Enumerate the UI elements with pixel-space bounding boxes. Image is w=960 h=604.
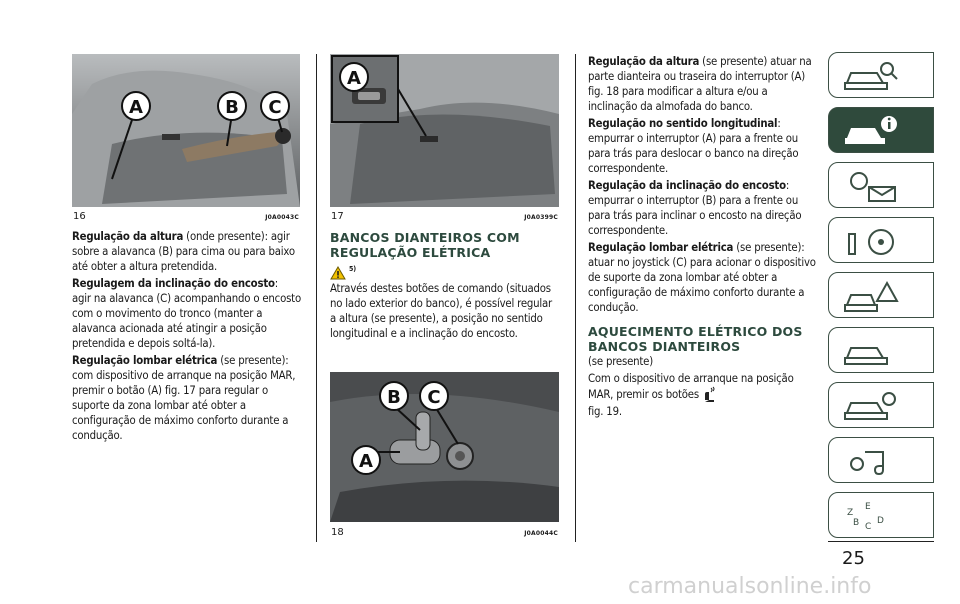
tab-chapter-5[interactable] (828, 272, 934, 318)
svg-text:E: E (865, 502, 871, 512)
figure-code: J0A0399C (524, 214, 558, 221)
car-search-icon (843, 59, 899, 93)
column-divider-1 (316, 54, 317, 542)
index-abcde-icon (843, 499, 899, 533)
steering-seat-icon (843, 224, 899, 258)
svg-text:B: B (387, 387, 401, 408)
figure-number: 17 (331, 211, 344, 222)
label-badge-a (352, 446, 380, 474)
figure-17-labels (330, 54, 559, 207)
car-info-icon (843, 114, 899, 148)
svg-text:C: C (865, 522, 872, 532)
paragraph-electric-backrest: Regulação da inclinação do encosto: empurrar o interruptor (B) para a frente ou para trás para inclinar o encosto na direção correspondente. (588, 179, 802, 237)
column-1-text (72, 229, 304, 445)
paragraph-longitudinal: Regulação no sentido longitudinal: empurrar o interruptor (A) para a frente ou para trás para deslocar o banco na direção correspondente. (588, 117, 799, 175)
car-settings-icon (843, 389, 899, 423)
paragraph-backrest: Regulagem da inclinação do encosto: agir na alavanca (C) acompanhando o encosto com o movimento do tronco (manter a alavanca acionada até atingir a posição pretendida e depois soltá-la). (72, 277, 301, 350)
label-badge-c (420, 382, 448, 410)
section-heading-seat-heating: AQUECIMENTO ELÉTRICO DOS BANCOS DIANTEIROS (588, 324, 803, 354)
tab-chapter-4[interactable] (828, 217, 934, 263)
label-badge-a (122, 92, 150, 120)
tab-chapter-9[interactable] (828, 492, 934, 538)
watermark: carmanualsonline.info (628, 574, 872, 599)
figure-code: J0A0044C (524, 530, 558, 537)
section-heading-electric-seats: BANCOS DIANTEIROS COM REGULAÇÃO ELÉTRICA (330, 230, 520, 260)
svg-text:A: A (347, 68, 361, 89)
seat-heater-icon (702, 386, 716, 404)
paragraph-electric-intro: Através destes botões de comando (situados no lado exterior do banco), é possível regular a altura (se presente), a posição no sentido longitudinal e a inclinação do encosto. (330, 282, 552, 340)
column-3-text (588, 54, 816, 421)
figure-number: 16 (73, 211, 86, 222)
figure-16-caption (73, 211, 299, 222)
warning-lights-icon (843, 169, 899, 203)
tab-chapter-7[interactable] (828, 382, 934, 428)
svg-text:B: B (853, 518, 860, 528)
svg-text:A: A (129, 97, 143, 118)
page-number: 25 (842, 548, 865, 569)
warning-reference: 5) (330, 262, 560, 278)
column-divider-2 (575, 54, 576, 542)
tab-chapter-3[interactable] (828, 162, 934, 208)
car-road-warning-icon (843, 279, 899, 313)
label-badge-a (340, 63, 368, 91)
svg-text:A: A (359, 451, 373, 472)
column-2-text (330, 230, 560, 343)
paragraph-heating-instruction: Com o dispositivo de arranque na posição MAR, premir os botões fig. 19. (588, 372, 794, 418)
label-badge-b (380, 382, 408, 410)
svg-text:Z: Z (847, 508, 854, 518)
car-service-icon (843, 334, 899, 368)
figure-17-image (330, 54, 559, 207)
warning-triangle-icon (330, 266, 346, 280)
tab-chapter-1[interactable] (828, 52, 934, 98)
figure-number: 18 (331, 527, 344, 538)
figure-16-labels (72, 54, 300, 207)
figure-code: J0A0043C (265, 214, 299, 221)
figure-18-image (330, 372, 559, 522)
tab-chapter-8[interactable] (828, 437, 934, 483)
page-number-rule (828, 541, 934, 542)
tab-chapter-2[interactable] (828, 107, 934, 153)
figure-18-caption (331, 527, 558, 538)
label-badge-b (218, 92, 246, 120)
multimedia-icon (843, 444, 899, 478)
tab-chapter-6[interactable] (828, 327, 934, 373)
svg-text:C: C (268, 97, 282, 118)
figure-16-image (72, 54, 300, 207)
paragraph-lumbar: Regulação lombar elétrica (se presente): com dispositivo de arranque na posição MAR, premir o botão (A) fig. 17 para regular o suporte da zona lombar até obter a configuração de máximo conforto durante a condução. (72, 354, 296, 442)
paragraph-height: Regulação da altura (onde presente): agir sobre a alavanca (B) para cima ou para baixo até obter a altura pretendida. (72, 230, 295, 273)
label-badge-c (261, 92, 289, 120)
figure-17-caption (331, 211, 558, 222)
svg-text:B: B (225, 97, 239, 118)
svg-text:C: C (427, 387, 441, 408)
paragraph-electric-lumbar: Regulação lombar elétrica (se presente): atuar no joystick (C) para acionar o dispositivo de suporte da zona lombar até obter a configuração de máximo conforto durante a condução. (588, 241, 816, 314)
svg-text:D: D (877, 516, 884, 526)
paragraph-electric-height: Regulação da altura (se presente) atuar na parte dianteira ou traseira do interruptor (A) fig. 18 para modificar a altura e/ou a inclinação da almofada do banco. (588, 55, 812, 113)
paragraph-if-present: (se presente) (588, 355, 653, 368)
figure-18-labels (330, 372, 559, 522)
